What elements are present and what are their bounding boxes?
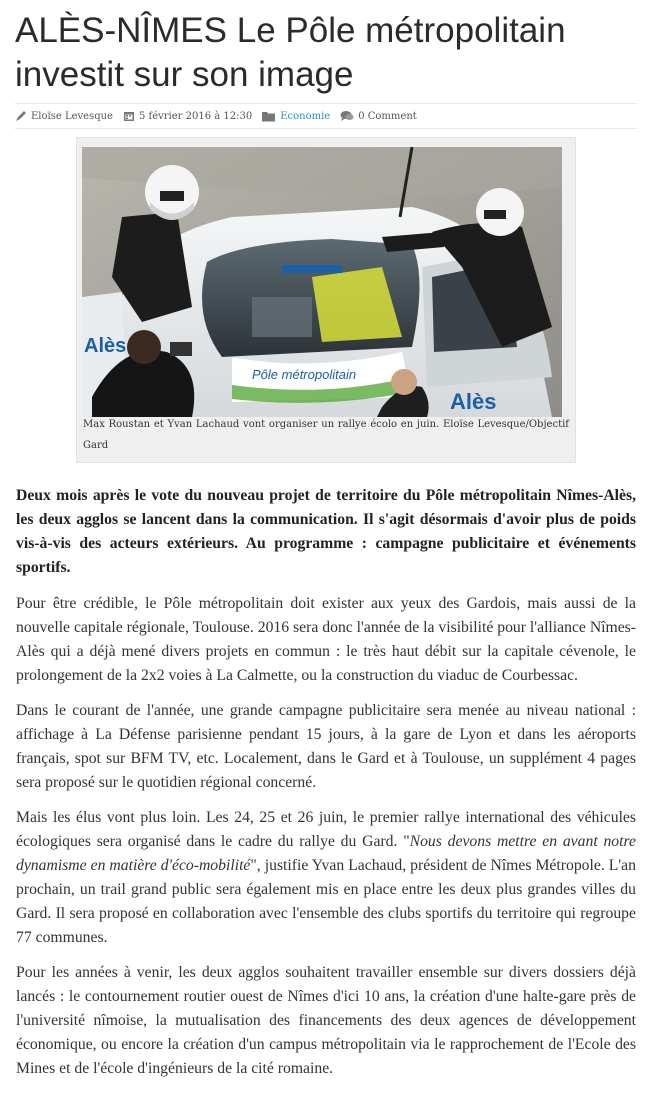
publish-date: 5 février 2016 à 12:30 xyxy=(138,110,253,122)
quote-lachaud: Nous devons mettre en avant notre dynamisme en matière d'éco-mobilité xyxy=(16,833,636,874)
comments-icon xyxy=(340,110,354,122)
folder-icon xyxy=(262,111,276,122)
paragraph-3 xyxy=(16,806,636,950)
paragraph-2: Dans le courant de l'année, une grande campagne publicitaire sera menée au niveau national : affichage à La Défense parisienne pendant 15 jours, à la gare de Lyon et dans les aéroports français, spot sur BFM TV, etc. Localement, dans le Gard et à Toulouse, un supplément 4 pages sera proposé sur le quotidien régional concerné. xyxy=(16,702,636,791)
rally-car-photo xyxy=(82,147,562,417)
pen-icon xyxy=(15,110,27,122)
article-title: ALÈS-NÎMES Le Pôle métropolitain investit sur son image xyxy=(15,11,566,94)
car-decal-text-3: Alès xyxy=(450,389,497,414)
article-body xyxy=(16,484,636,1092)
paragraph-3-part-b: ", justifie Yvan Lachaud, président de Nîmes Métropole. L'an prochain, un trail grand public sera également mis en place entre les deux plus grandes villes du Gard. Il sera proposé en collaboration avec l'ensemble des clubs sportifs du territoire qui regroupe 77 communes. xyxy=(16,857,636,946)
paragraph-1: Pour être crédible, le Pôle métropolitain doit exister aux yeux des Gardois, mais aussi de la nouvelle capitale régionale, Toulouse. 2016 sera donc l'année de la visibilité pour l'alliance Nîmes-Alès qui a déjà mené divers projets en commun : le très haut débit sur la capitale cévenole, le prolongement de la 2x2 voies à La Calmette, ou la construction du viaduc de Courbessac. xyxy=(16,595,636,684)
author-name: Eloïse Levesque xyxy=(31,110,113,122)
car-decal-text-2: Pôle métropolitain xyxy=(252,367,357,382)
date-meta xyxy=(123,110,252,122)
paragraph-3-part-a: Mais les élus vont plus loin. Les 24, 25 et 26 juin, le premier rallye international des véhicules écologiques sera organisé dans le cadre du rallye du Gard. " xyxy=(16,809,636,850)
article-photo[interactable] xyxy=(82,147,562,417)
car-decal-text-1: Alès xyxy=(84,335,127,357)
article-figure xyxy=(76,137,576,463)
paragraph-4: Pour les années à venir, les deux agglos souhaitent travailler ensemble sur divers dossiers déjà lancés : le contournement routier ouest de Nîmes d'ici 10 ans, la création d'une halte-gare près de l'université nîmoise, la mutualisation des financements des deux agences de développement économique, ou encore la création d'un campus métropolitain via le rapprochement de l'Ecole des Mines et de l'école d'ingénieurs de la cité romaine. xyxy=(16,964,636,1077)
article-lead: Deux mois après le vote du nouveau projet de territoire du Pôle métropolitain Nîmes-Alès, les deux agglos se lancent dans la communication. Il s'agit désormais d'avoir plus de poids vis-à-vis des acteurs extérieurs. Au programme : campagne publicitaire et événements sportifs. xyxy=(16,487,636,576)
author-meta[interactable] xyxy=(15,110,113,122)
article-meta xyxy=(15,103,637,129)
comment-count: 0 Comment xyxy=(358,110,417,122)
category-meta[interactable] xyxy=(262,111,330,122)
photo-caption: Max Roustan et Yvan Lachaud vont organiser un rallye écolo en juin. Eloïse Levesque/Objectif Gard xyxy=(83,419,569,451)
comments-meta[interactable] xyxy=(340,110,417,122)
category-link[interactable]: Economie xyxy=(280,110,331,122)
calendar-icon xyxy=(123,110,135,122)
